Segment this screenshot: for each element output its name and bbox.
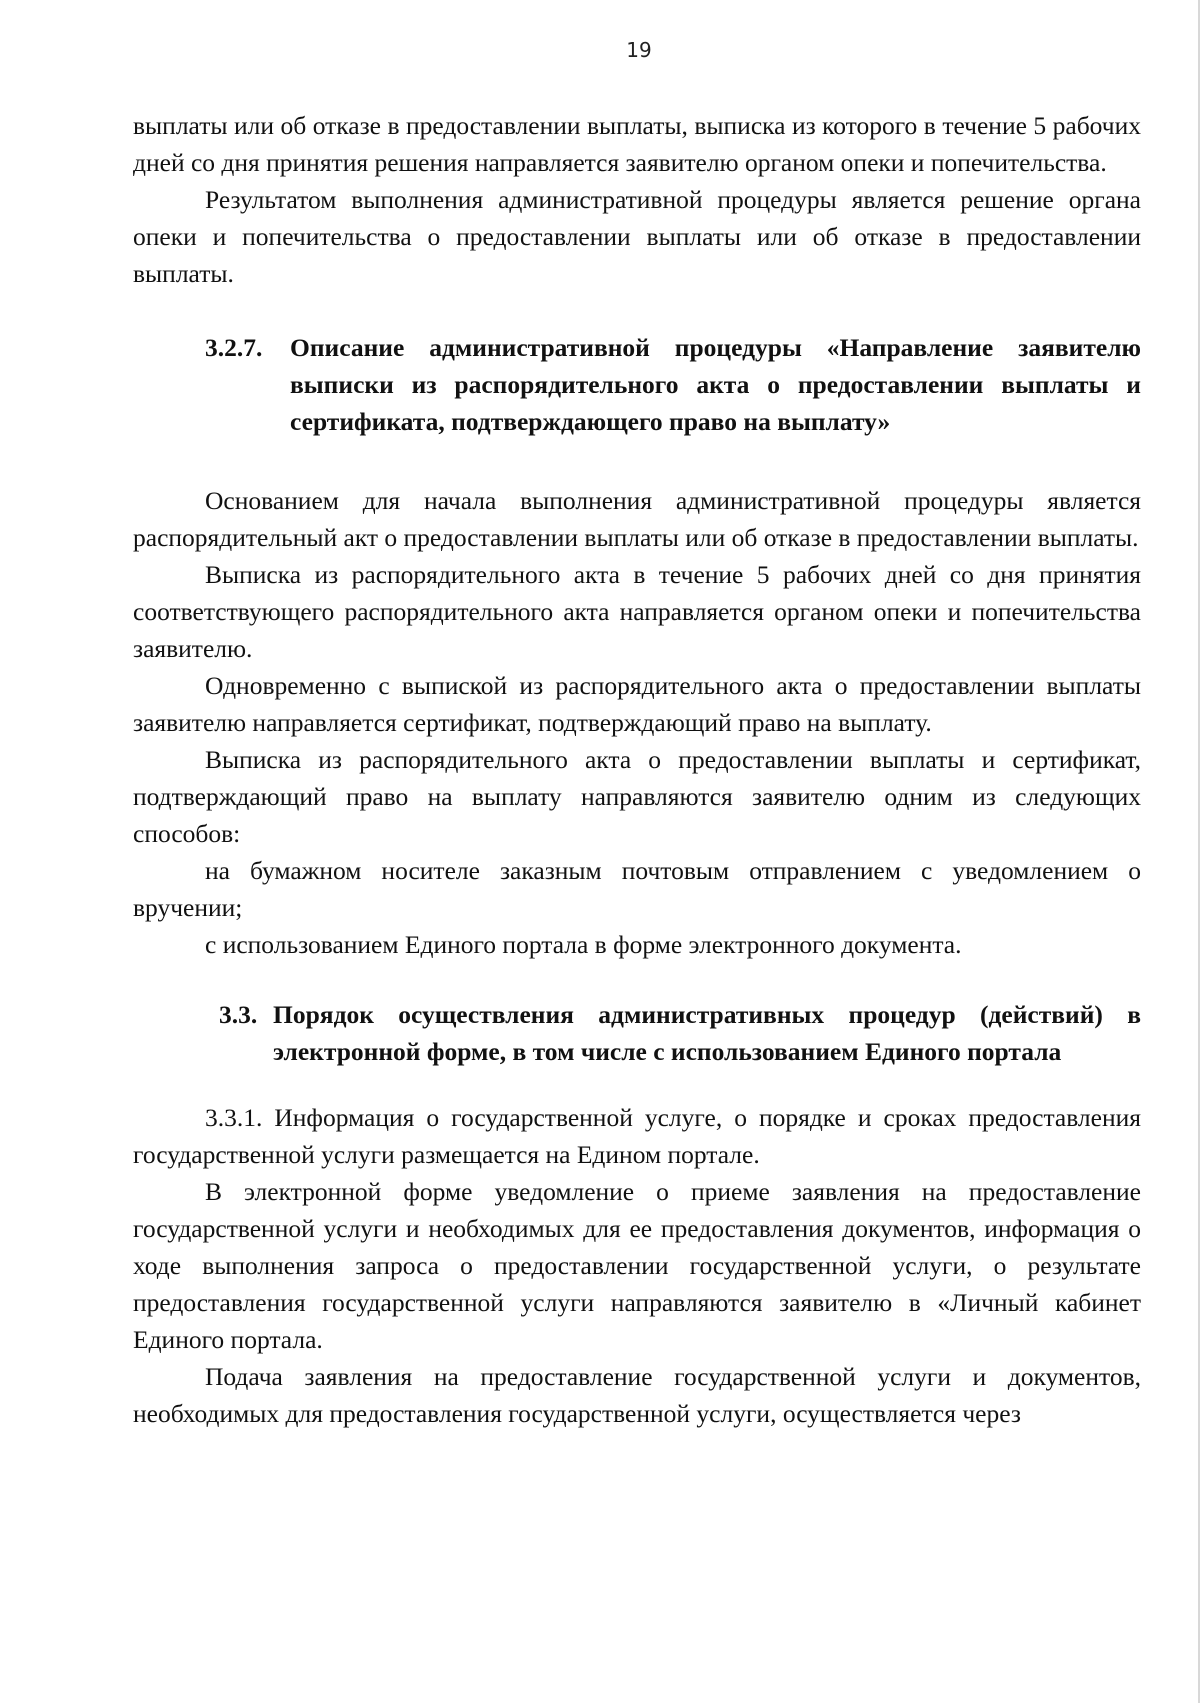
page-number: 19 <box>626 38 652 62</box>
paragraph: 3.3.1. Информация о государственной услуге, о порядке и сроках предоставления государственной услуги размещается на Едином портале. <box>133 1103 1141 1169</box>
paragraph: Одновременно с выпиской из распорядительного акта о предоставлении выплаты заявителю направляется сертификат, подтверждающий право на выплату. <box>133 671 1141 737</box>
paragraph: выплаты или об отказе в предоставлении выплаты, выписка из которого в течение 5 рабочих дней со дня принятия решения направляется заявителю органом опеки и попечительства. <box>133 111 1141 177</box>
paragraph: Выписка из распорядительного акта в течение 5 рабочих дней со дня принятия соответствующего распорядительного акта направляется органом опеки и попечительства заявителю. <box>133 560 1141 663</box>
section-number: 3.2.7. <box>205 333 263 362</box>
list-item: на бумажном носителе заказным почтовым отправлением с уведомлением о вручении; <box>133 856 1141 922</box>
section-title: Описание административной процедуры «Направление заявителю выписки из распорядительного акта о предоставлении выплаты и сертификата, подтверждающего право на выплату» <box>290 333 1141 436</box>
paragraph: Результатом выполнения административной процедуры является решение органа опеки и попечительства о предоставлении выплаты или об отказе в предоставлении выплаты. <box>133 185 1141 288</box>
paragraph: В электронной форме уведомление о приеме заявления на предоставление государственной услуги и необходимых для ее предоставления документов, информация о ходе выполнения запроса о предоставлении государственной услуги, о результате предоставления государственной услуги направляются заявителю в «Личный кабинет Единого портала. <box>133 1177 1141 1354</box>
paragraph: Основанием для начала выполнения административной процедуры является распорядительный акт о предоставлении выплаты или об отказе в предоставлении выплаты. <box>133 486 1141 552</box>
section-heading-3-3 <box>133 996 1141 1070</box>
section-number: 3.3. <box>219 1000 258 1029</box>
list-item: с использованием Единого портала в форме электронного документа. <box>205 930 962 959</box>
paragraph: Подача заявления на предоставление государственной услуги и документов, необходимых для предоставления государственной услуги, осуществляется через <box>133 1362 1141 1428</box>
document-body <box>133 107 1141 1432</box>
section-heading-3-2-7 <box>133 329 1141 440</box>
section-title: Порядок осуществления административных процедур (действий) в электронной форме, в том числе с использованием Единого портала <box>273 1000 1141 1066</box>
paragraph: Выписка из распорядительного акта о предоставлении выплаты и сертификат, подтверждающий право на выплату направляются заявителю одним из следующих способов: <box>133 745 1141 848</box>
